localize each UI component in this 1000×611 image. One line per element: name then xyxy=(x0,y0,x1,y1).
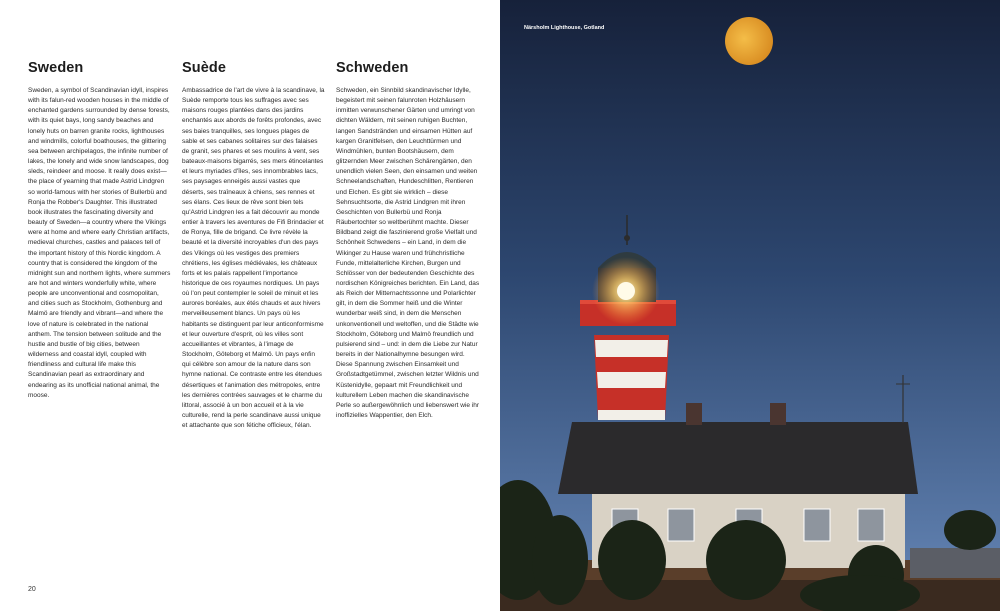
column-english xyxy=(28,60,171,401)
body-english: Sweden, a symbol of Scandinavian idyll, inspires with its falun-red wooden houses in the middle of enchanted gardens surrounded by dense forests, with its quiet bays, long sandy beaches and lonely huts on barren granite rocks, lighthouses and windmills, colorful boathouses, the glittering sea between archipelagos, the infinite number of lakes, the lonely and wide snow landscapes, dog sleds, reindeer and moose. It really does exist—the place of yearning that made Astrid Lindgren so world-famous with her stories of Bullerbü and Ronja the Robber's Daughter. This illustrated book illustrates the fascinating diversity and beauty of Sweden—a country where the Vikings were at home and where early Christian artifacts, medieval churches, castles and palaces tell of the important history of this Nordic kingdom. A country that is considered the kingdom of the midnight sun and northern lights, where summers are hot and winters wonderfully white, where people are unconventional and cosmopolitan, and cities such as Stockholm, Gothenburg and Malmö are friendly and vibrant—and where the love of nature is celebrated in the national anthem. The tension between solitude and the hustle and bustle of big cities, between wilderness and coastal idyll, coupled with friendliness and cultural life make this Scandinavian pearl as extraordinary and endearing as its unofficial national animal, the moose. xyxy=(28,87,171,399)
keeper-house-roof xyxy=(558,422,918,494)
lighthouse-photo xyxy=(500,0,1000,611)
column-german xyxy=(336,60,480,421)
stone-wall xyxy=(910,548,1000,578)
page-number: 20 xyxy=(28,586,36,593)
moon xyxy=(725,17,773,65)
heading-suede: Suède xyxy=(182,60,227,76)
heading-sweden: Sweden xyxy=(28,60,84,76)
column-french xyxy=(182,60,325,431)
body-german: Schweden, ein Sinnbild skandinavischer Idylle, begeistert mit seinen falunroten Holzhäusern inmitten verwunschener Gärten und umringt von dichten Wäldern, mit seinen ruhigen Buchten, langen Sandstränden und einsamen Hütten auf kargen Granitfelsen, den Leuchttürmen und Windmühlen, bunten Bootshäusern, dem glitzernden Meer zwischen Schärengärten, den unendlich vielen Seen, den einsamen und weiten Schneelandschaften, Hundeschlitten, Rentieren und Elchen. Es gibt sie wirklich – diese Sehnsuchtsorte, die Astrid Lindgren mit ihren Geschichten von Bullerbü und Ronja Räubertochter so weltberühmt machte. Dieser Bildband zeigt die faszinierend große Vielfalt und Schönheit Schwedens – ein Land, in dem die Wikinger zu Hause waren und frühchristliche Funde, mittelalterliche Kirchen, Burgen und Schlösser von der bedeutenden Geschichte des nordischen Königreiches berichten. Ein Land, das als Reich der Mitternachtssonne und Polarlichter gilt, in dem die Sommer heiß und die Winter wunderbar weiß sind, in dem die Menschen unkonventionell und weltoffen, und die Städte wie Stockholm, Göteborg und Malmö freundlich und pulsierend sind – und: in dem die Liebe zur Natur bereits in der Nationalhymne besungen wird. Diese Spannung zwischen Einsamkeit und Großstadtgetümmel, zwischen letzter Wildnis und Küstenidylle, gepaart mit Freundlichkeit und kulturellem Leben machen die skandinavische Perle so außergewöhnlich und liebenswert wie ihr inoffizielles Wappentier, den Elch. xyxy=(336,87,480,419)
body-french: Ambassadrice de l'art de vivre à la scandinave, la Suède remporte tous les suffrages avec ses maisons rouges plantées dans des jardins enchantés aux abords de forêts profondes, avec ses baies tranquilles, ses longues plages de sable et ses cabanes solitaires sur des falaises de granit, ses phares et ses moulins à vent, ses bateaux-maisons bigarrés, ses mers étincelantes et leurs myriades d'îles, ses innombrables lacs, ses paysages enneigés aussi vastes que déserts, ses traîneaux à chiens, ses rennes et ses élans. Ces lieux de rêve sont bien tels qu'Astrid Lindgren les a fait découvrir au monde entier à travers les aventures de Fifi Brindacier et de Ronya, fille de brigand. Ce livre révèle la beauté et la diversité incroyables d'un des pays des Vikings où les vestiges des premiers chrétiens, les églises médiévales, les châteaux forts et les palais rappellent l'importance historique de ces royaumes nordiques. Un pays où l'on peut contempler le soleil de minuit et les aurores boréales, aux étés chauds et aux hivers merveilleusement blancs. Un pays où les habitants se distinguent par leur anticonformisme et leur ouverture d'esprit, où les villes sont accueillantes et vibrantes, à l'image de Stockholm, Göteborg et Malmö. Un pays enfin qui célèbre son amour de la nature dans son hymne national. Ce contraste entre les étendues désertiques et l'animation des métropoles, entre les dernières contrées sauvages et le charme du littoral, associé à un bon accueil et à la vie culturelle, rend la perle scandinave aussi unique et attachante que son fétiche officieux, l'élan. xyxy=(182,87,325,430)
heading-schweden: Schweden xyxy=(336,60,409,76)
photo-caption: Närsholm Lighthouse, Gotland xyxy=(524,25,605,31)
